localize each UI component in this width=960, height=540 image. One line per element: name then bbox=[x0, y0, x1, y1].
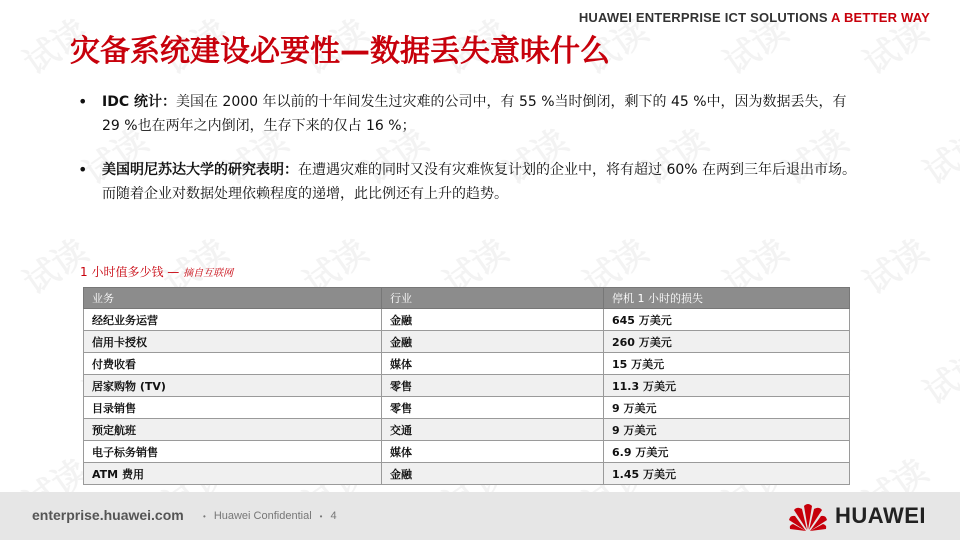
footer-bar bbox=[0, 492, 960, 540]
cell-business: ATM 费用 bbox=[84, 463, 382, 485]
cell-business: 目录销售 bbox=[84, 397, 382, 419]
column-header-industry: 行业 bbox=[382, 288, 604, 309]
column-header-loss: 停机 1 小时的损失 bbox=[604, 288, 850, 309]
cell-industry: 零售 bbox=[382, 397, 604, 419]
brand-wordmark: HUAWEI bbox=[835, 503, 926, 528]
cell-loss: 645 万美元 bbox=[604, 309, 850, 331]
table-row bbox=[84, 331, 850, 353]
cell-business: 预定航班 bbox=[84, 419, 382, 441]
cell-business: 付费收看 bbox=[84, 353, 382, 375]
cell-industry: 交通 bbox=[382, 419, 604, 441]
cell-loss: 9 万美元 bbox=[604, 419, 850, 441]
cell-loss: 1.45 万美元 bbox=[604, 463, 850, 485]
cell-industry: 媒体 bbox=[382, 353, 604, 375]
bullet-item-minnesota bbox=[74, 158, 864, 206]
confidential-label: Huawei Confidential bbox=[213, 510, 312, 522]
page-number: 4 bbox=[330, 510, 337, 522]
cell-business: 信用卡授权 bbox=[84, 331, 382, 353]
column-header-business: 业务 bbox=[84, 288, 382, 309]
table-row bbox=[84, 309, 850, 331]
table-header-row bbox=[84, 288, 850, 309]
cell-industry: 零售 bbox=[382, 375, 604, 397]
header-tagline bbox=[579, 10, 930, 25]
cell-loss: 6.9 万美元 bbox=[604, 441, 850, 463]
table-row bbox=[84, 463, 850, 485]
downtime-cost-table bbox=[83, 287, 850, 485]
tagline-accent: A BETTER WAY bbox=[831, 10, 930, 25]
bullet-text: 在遭遇灾难的同时又没有灾难恢复计划的企业中，将有超过 60% 在两到三年后退出市场。而随着企业对数据处理依赖程度的递增，此比例还有上升的趋势。 bbox=[102, 162, 857, 202]
footer-confidential bbox=[195, 510, 337, 522]
table-caption-source: 摘自互联网 bbox=[183, 268, 234, 279]
bullet-list bbox=[74, 90, 864, 226]
bullet-dot-icon: • bbox=[78, 92, 88, 111]
table-caption-title: 1 小时值多少钱 — bbox=[80, 265, 184, 279]
cell-business: 经纪业务运营 bbox=[84, 309, 382, 331]
bullet-text: 美国在 2000 年以前的十年间发生过灾难的公司中，有 55 %当时倒闭，剩下的 45 %中，因为数据丢失，有 29 %也在两年之内倒闭，生存下来的仅占 16 %； bbox=[102, 94, 847, 134]
bullet-lead: IDC 统计： bbox=[102, 94, 176, 110]
cell-loss: 9 万美元 bbox=[604, 397, 850, 419]
cell-industry: 金融 bbox=[382, 331, 604, 353]
cell-industry: 金融 bbox=[382, 463, 604, 485]
footer-site-link[interactable]: enterprise.huawei.com bbox=[32, 507, 184, 523]
table-row bbox=[84, 375, 850, 397]
footer-separator: • bbox=[203, 511, 206, 521]
cell-business: 居家购物 (TV) bbox=[84, 375, 382, 397]
cell-loss: 260 万美元 bbox=[604, 331, 850, 353]
watermark-text bbox=[912, 115, 960, 194]
watermark-text bbox=[852, 225, 936, 304]
cell-loss: 11.3 万美元 bbox=[604, 375, 850, 397]
cell-industry: 金融 bbox=[382, 309, 604, 331]
slide-title: 灾备系统建设必要性—数据丢失意味什么 bbox=[70, 34, 610, 69]
bullet-item-idc bbox=[74, 90, 864, 138]
bullet-lead: 美国明尼苏达大学的研究表明： bbox=[102, 162, 298, 178]
watermark-text bbox=[912, 335, 960, 414]
tagline-main: HUAWEI ENTERPRISE ICT SOLUTIONS bbox=[578, 10, 832, 25]
huawei-logo bbox=[787, 500, 926, 532]
footer-separator: • bbox=[319, 511, 323, 521]
bullet-dot-icon: • bbox=[78, 160, 88, 179]
table-caption bbox=[80, 263, 233, 280]
table-row bbox=[84, 441, 850, 463]
huawei-flower-icon bbox=[787, 500, 829, 532]
table-row bbox=[84, 397, 850, 419]
table-row bbox=[84, 353, 850, 375]
cell-loss: 15 万美元 bbox=[604, 353, 850, 375]
cell-industry: 媒体 bbox=[382, 441, 604, 463]
table-row bbox=[84, 419, 850, 441]
cell-business: 电子标务销售 bbox=[84, 441, 382, 463]
